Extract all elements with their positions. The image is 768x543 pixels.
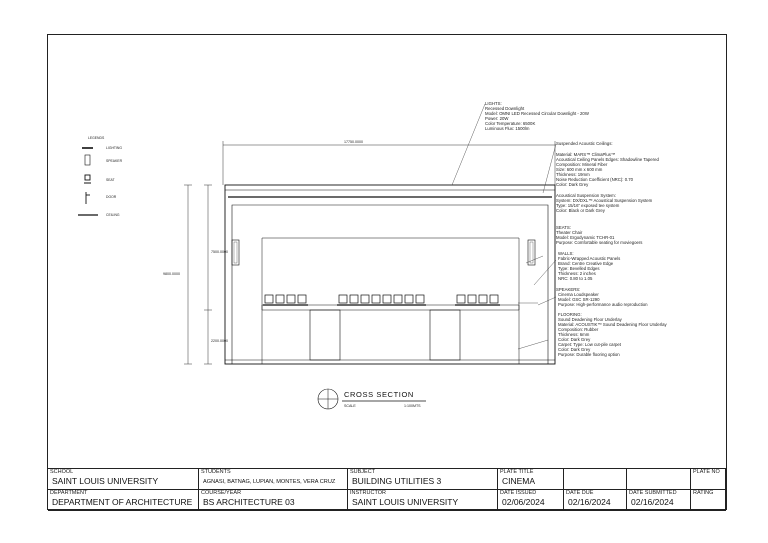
seat-group-center — [337, 295, 426, 305]
right-speaker-icon — [528, 240, 535, 265]
seat-legend-icon — [85, 175, 90, 180]
svg-text:Brand: Centre Creative Edge: Brand: Centre Creative Edge — [558, 261, 614, 266]
svg-text:Fabric-Wrapped Acoustic Panels: Fabric-Wrapped Acoustic Panels — [558, 256, 621, 261]
svg-text:Acoustical Ceiling Panels Edge: Acoustical Ceiling Panels Edges: Shadowline Tapered — [556, 157, 659, 162]
building-outline — [225, 185, 555, 364]
seat-icon — [350, 295, 358, 303]
legend-label-door: DOOR — [106, 195, 117, 199]
svg-text:SPEAKERS:: SPEAKERS: — [556, 287, 581, 292]
svg-text:Recessed Downlight: Recessed Downlight — [485, 106, 525, 111]
section-title-block — [318, 389, 426, 409]
scale-label: SCALE — [344, 404, 356, 408]
seat-icon — [479, 295, 487, 303]
date-submitted-cell: DATE SUBMITTED 02/16/2024 — [627, 490, 691, 511]
svg-text:Theater Chair: Theater Chair — [556, 230, 583, 235]
school-value: SAINT LOUIS UNIVERSITY — [52, 476, 159, 486]
svg-text:Cinema Loudspeaker: Cinema Loudspeaker — [558, 292, 599, 297]
svg-text:Type: Bevelled Edges: Type: Bevelled Edges — [558, 266, 600, 271]
svg-text:Material: MARS™ ClimaPlus™: Material: MARS™ ClimaPlus™ — [556, 152, 616, 157]
note-lights — [485, 101, 590, 131]
students-value: AGNASI, BATNAG, LUPIAN, MONTES, VERA CRUZ — [203, 479, 336, 485]
section-title: CROSS SECTION — [344, 390, 414, 399]
room-section — [225, 185, 555, 364]
students-cell: STUDENTS AGNASI, BATNAG, LUPIAN, MONTES, VERA CRUZ — [199, 469, 348, 490]
date-issued-cell: DATE ISSUED 02/06/2024 — [498, 490, 564, 511]
plate-title-cell: PLATE TITLE CINEMA — [498, 469, 564, 490]
date-issued-value: 02/06/2024 — [502, 497, 545, 507]
seat-group-right — [455, 295, 500, 305]
subject-value: BUILDING UTILITIES 3 — [352, 476, 442, 486]
seat-icon — [276, 295, 284, 303]
note-speakers — [556, 287, 648, 307]
right-door — [430, 310, 460, 360]
total-height-dimension: 9800.0000 — [163, 272, 180, 276]
drawing-sheet — [47, 34, 727, 510]
left-speaker-icon — [232, 240, 239, 265]
speaker-legend-icon — [85, 155, 90, 165]
date-due-cell: DATE DUE 02/16/2024 — [564, 490, 627, 511]
seat-icon — [416, 295, 424, 303]
svg-text:Composition: Rubber: Composition: Rubber — [558, 327, 599, 332]
svg-text:System: DX/DXL™ Acoustical Sus: System: DX/DXL™ Acoustical Suspension System — [556, 198, 653, 203]
svg-text:Material: ACOUSTIK™ Sound Dead: Material: ACOUSTIK™ Sound Deadening Floor Underlay — [558, 322, 667, 327]
svg-text:Purpose: Durable flooring opti: Purpose: Durable flooring option — [558, 352, 620, 357]
seat-icon — [457, 295, 465, 303]
rating-cell: RATING — [691, 490, 726, 511]
svg-text:Color: Dark Grey: Color: Dark Grey — [558, 347, 591, 352]
svg-text:Model: GSC SR-1290: Model: GSC SR-1290 — [558, 297, 600, 302]
scale-value: 1:100MTS — [404, 404, 421, 408]
svg-text:Purpose: Comfortable seating f: Purpose: Comfortable seating for moviegoers — [556, 240, 643, 245]
lower-height-dimension: 2200.0000 — [211, 339, 228, 343]
svg-text:Size: 600 mm x 600 mm: Size: 600 mm x 600 mm — [556, 167, 603, 172]
legend-label-lighting: LIGHTING — [106, 146, 123, 150]
legend — [78, 136, 123, 217]
note-ceiling — [556, 141, 659, 213]
instructor-value: SAINT LOUIS UNIVERSITY — [352, 497, 459, 507]
screen-wall — [262, 238, 519, 364]
svg-text:Noise Reduction Coefficient (N: Noise Reduction Coefficient (NRC): 0.70 — [556, 177, 634, 182]
svg-text:Composition: Mineral Fiber: Composition: Mineral Fiber — [556, 162, 608, 167]
seat-group-left — [263, 295, 308, 305]
inner-wall — [232, 205, 548, 364]
seat-icon — [394, 295, 402, 303]
seating-riser — [262, 305, 519, 310]
svg-text:Color: Dark Grey: Color: Dark Grey — [556, 182, 589, 187]
svg-text:Thickness: 2 inches: Thickness: 2 inches — [558, 271, 596, 276]
legend-title: LEGENDS — [88, 136, 105, 140]
svg-text:LIGHTS:: LIGHTS: — [485, 101, 502, 106]
date-due-value: 02/16/2024 — [568, 497, 611, 507]
school-cell: SCHOOL SAINT LOUIS UNIVERSITY — [48, 469, 199, 490]
svg-text:Purpose: High-performance audi: Purpose: High-performance audio reproduction — [558, 302, 648, 307]
date-submitted-value: 02/16/2024 — [631, 497, 674, 507]
svg-text:Sound Deadening Floor Underlay: Sound Deadening Floor Underlay — [558, 317, 622, 322]
svg-text:Power: 20W: Power: 20W — [485, 116, 509, 121]
seat-icon — [405, 295, 413, 303]
left-door — [310, 310, 340, 360]
legend-label-speaker: SPEAKER — [106, 159, 123, 163]
blank-cell-2 — [627, 469, 691, 490]
course-cell: COURSE/YEAR BS ARCHITECTURE 03 — [199, 490, 348, 511]
seat-icon — [383, 295, 391, 303]
seat-icon — [265, 295, 273, 303]
seat-icon — [490, 295, 498, 303]
svg-text:FLOORING:: FLOORING: — [558, 312, 582, 317]
legend-label-ceiling: CEILING — [106, 213, 120, 217]
svg-text:Color: Black or Dark Grey: Color: Black or Dark Grey — [556, 208, 605, 213]
seat-icon — [468, 295, 476, 303]
upper-height-dimension: 7500.0000 — [211, 250, 228, 254]
seat-icon — [339, 295, 347, 303]
seat-icon — [287, 295, 295, 303]
title-block — [48, 468, 726, 511]
note-walls — [558, 251, 620, 281]
svg-text:Acoustical Suspension System:: Acoustical Suspension System: — [556, 193, 616, 198]
svg-text:Type: 15/16" exposed tee syste: Type: 15/16" exposed tee system — [556, 203, 620, 208]
svg-text:Suspended Acoustic Ceilings:: Suspended Acoustic Ceilings: — [556, 141, 613, 146]
note-flooring — [558, 312, 668, 357]
subject-cell: SUBJECT BUILDING UTILITIES 3 — [348, 469, 498, 490]
note-seats — [556, 225, 642, 245]
legend-label-seat: SEAT — [106, 178, 115, 182]
department-value: DEPARTMENT OF ARCHITECTURE — [52, 497, 193, 507]
seat-icon — [361, 295, 369, 303]
svg-text:NRC: 0.80 to 1.05: NRC: 0.80 to 1.05 — [558, 276, 593, 281]
plate-no-cell: PLATE NO — [691, 469, 726, 490]
svg-text:WALLS:: WALLS: — [558, 251, 574, 256]
cross-section-drawing — [48, 35, 726, 468]
svg-text:Carpet: Type: Low cut-pile car: Carpet: Type: Low cut-pile carpet — [558, 342, 621, 347]
department-cell: DEPARTMENT DEPARTMENT OF ARCHITECTURE — [48, 490, 199, 511]
svg-text:Luminous Flux: 1500lm: Luminous Flux: 1500lm — [485, 126, 530, 131]
svg-text:SEATS:: SEATS: — [556, 225, 571, 230]
svg-text:Model: Ergodynamic TCHR-01: Model: Ergodynamic TCHR-01 — [556, 235, 615, 240]
svg-text:Thickness: 6mm: Thickness: 6mm — [558, 332, 590, 337]
svg-text:Color Temperature: 6500K: Color Temperature: 6500K — [485, 121, 536, 126]
width-dimension: 17750.0000 — [344, 140, 363, 144]
blank-cell-1 — [564, 469, 627, 490]
seat-icon — [298, 295, 306, 303]
plate-title-value: CINEMA — [502, 476, 536, 486]
dimension-lines — [184, 141, 555, 364]
seat-icon — [372, 295, 380, 303]
svg-text:Color: Dark Grey: Color: Dark Grey — [558, 337, 591, 342]
svg-text:Thickness: 19mm: Thickness: 19mm — [556, 172, 590, 177]
instructor-cell: INSTRUCTOR SAINT LOUIS UNIVERSITY — [348, 490, 498, 511]
leader-lines — [452, 104, 556, 349]
course-value: BS ARCHITECTURE 03 — [203, 497, 295, 507]
svg-text:Model: OMNI LED Recessed Circu: Model: OMNI LED Recessed Circular Downlight - 20W — [485, 111, 589, 116]
